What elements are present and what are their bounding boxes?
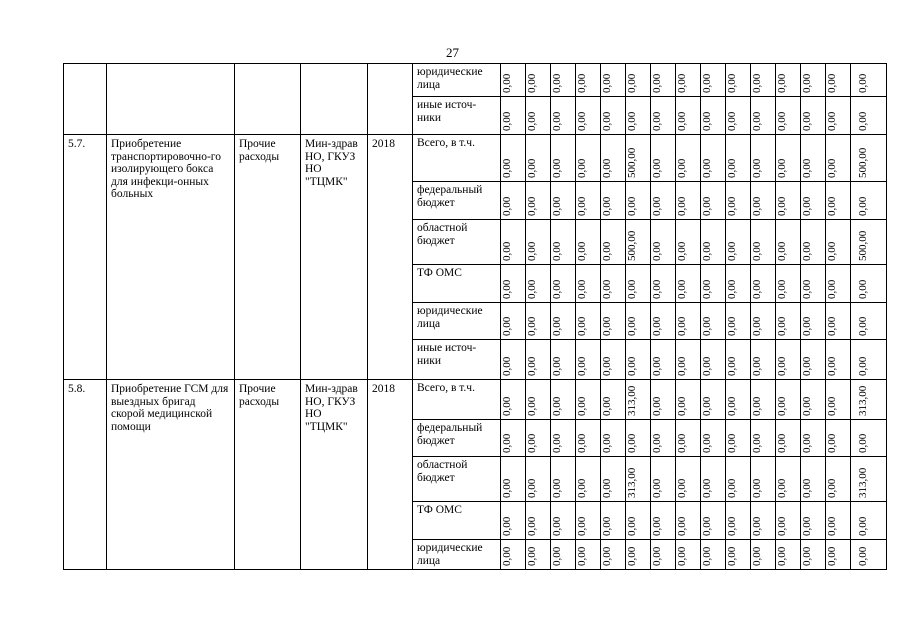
amount-cell: 0,00	[701, 457, 726, 502]
amount-cell: 0,00	[801, 265, 826, 303]
amount-cell: 0,00	[751, 340, 776, 380]
amount-cell: 0,00	[826, 420, 851, 457]
amount-cell: 0,00	[526, 380, 551, 420]
amount-cell: 0,00	[651, 457, 676, 502]
executor-cell: Мин-здрав НО, ГКУЗ НО "ТЦМК"	[301, 135, 368, 380]
amount-cell: 0,00	[501, 182, 526, 220]
amount-cell: 0,00	[701, 220, 726, 265]
amount-cell: 0,00	[576, 265, 601, 303]
amount-cell: 0,00	[701, 502, 726, 540]
amount-cell: 0,00	[776, 64, 801, 97]
amount-cell: 0,00	[626, 540, 651, 570]
amount-cell: 0,00	[551, 303, 576, 340]
amount-cell: 0,00	[801, 502, 826, 540]
amount-cell: 0,00	[676, 502, 701, 540]
amount-cell: 0,00	[826, 135, 851, 182]
amount-cell: 0,00	[776, 457, 801, 502]
amount-cell: 0,00	[576, 97, 601, 135]
amount-cell: 0,00	[776, 135, 801, 182]
item-name-cell: Приобретение ГСМ для выездных бригад скорой медицинской помощи	[107, 380, 235, 570]
amount-cell: 0,00	[676, 220, 701, 265]
amount-cell: 0,00	[826, 457, 851, 502]
amount-cell: 0,00	[626, 182, 651, 220]
amount-cell: 0,00	[501, 303, 526, 340]
amount-cell: 0,00	[701, 97, 726, 135]
amount-cell: 0,00	[826, 64, 851, 97]
item-number-cell: 5.7.	[64, 135, 107, 380]
amount-cell: 0,00	[851, 340, 887, 380]
amount-cell: 0,00	[576, 420, 601, 457]
funding-source-cell: Всего, в т.ч.	[413, 380, 501, 420]
amount-cell: 0,00	[751, 182, 776, 220]
amount-cell: 0,00	[801, 340, 826, 380]
expense-type-cell: Прочие расходы	[235, 135, 301, 380]
amount-cell: 0,00	[751, 303, 776, 340]
amount-cell: 0,00	[551, 220, 576, 265]
amount-cell: 0,00	[726, 135, 751, 182]
amount-cell: 0,00	[626, 340, 651, 380]
amount-cell: 0,00	[501, 135, 526, 182]
amount-cell: 0,00	[676, 457, 701, 502]
amount-cell: 0,00	[651, 97, 676, 135]
amount-cell: 0,00	[501, 265, 526, 303]
amount-cell: 0,00	[501, 64, 526, 97]
amount-cell: 0,00	[626, 64, 651, 97]
funding-source-cell: юридические лица	[413, 540, 501, 570]
amount-cell: 0,00	[576, 340, 601, 380]
funding-source-cell: областной бюджет	[413, 220, 501, 265]
amount-cell: 0,00	[626, 97, 651, 135]
amount-cell: 0,00	[726, 182, 751, 220]
amount-cell: 0,00	[751, 265, 776, 303]
amount-cell: 0,00	[626, 502, 651, 540]
amount-cell: 0,00	[551, 380, 576, 420]
amount-cell: 0,00	[801, 220, 826, 265]
amount-cell: 0,00	[601, 540, 626, 570]
amount-cell: 0,00	[701, 64, 726, 97]
amount-cell: 0,00	[701, 540, 726, 570]
amount-cell: 0,00	[776, 420, 801, 457]
amount-cell: 0,00	[626, 303, 651, 340]
amount-cell: 0,00	[551, 182, 576, 220]
amount-cell: 0,00	[551, 540, 576, 570]
amount-cell: 0,00	[776, 380, 801, 420]
funding-source-cell: федеральный бюджет	[413, 182, 501, 220]
amount-cell: 0,00	[851, 420, 887, 457]
amount-cell: 0,00	[676, 540, 701, 570]
amount-cell: 0,00	[826, 540, 851, 570]
amount-cell: 0,00	[851, 540, 887, 570]
amount-cell: 0,00	[526, 265, 551, 303]
amount-cell: 0,00	[776, 340, 801, 380]
amount-cell: 0,00	[826, 502, 851, 540]
amount-cell: 0,00	[726, 220, 751, 265]
amount-cell: 0,00	[526, 340, 551, 380]
amount-cell: 0,00	[776, 502, 801, 540]
amount-cell: 0,00	[676, 265, 701, 303]
amount-cell: 0,00	[526, 64, 551, 97]
amount-cell: 0,00	[701, 420, 726, 457]
amount-cell: 0,00	[751, 502, 776, 540]
funding-source-cell: Всего, в т.ч.	[413, 135, 501, 182]
amount-cell: 0,00	[551, 97, 576, 135]
amount-cell: 0,00	[576, 64, 601, 97]
amount-cell: 0,00	[501, 340, 526, 380]
amount-cell: 0,00	[601, 220, 626, 265]
table-body	[64, 64, 887, 570]
amount-cell: 0,00	[676, 420, 701, 457]
amount-cell: 0,00	[601, 502, 626, 540]
amount-cell: 0,00	[551, 135, 576, 182]
amount-cell: 0,00	[651, 380, 676, 420]
amount-cell: 0,00	[826, 220, 851, 265]
amount-cell: 0,00	[576, 303, 601, 340]
amount-cell: 313,00	[626, 380, 651, 420]
amount-cell: 0,00	[676, 380, 701, 420]
amount-cell: 0,00	[551, 502, 576, 540]
funding-source-cell: иные источ-ники	[413, 97, 501, 135]
amount-cell: 0,00	[701, 182, 726, 220]
funding-source-cell: ТФ ОМС	[413, 502, 501, 540]
amount-cell: 0,00	[601, 457, 626, 502]
amount-cell: 0,00	[601, 265, 626, 303]
year-cell: 2018	[368, 135, 413, 380]
amount-cell: 0,00	[851, 303, 887, 340]
amount-cell: 0,00	[526, 540, 551, 570]
amount-cell: 0,00	[726, 303, 751, 340]
amount-cell: 0,00	[776, 220, 801, 265]
amount-cell: 0,00	[576, 540, 601, 570]
amount-cell: 0,00	[501, 502, 526, 540]
amount-cell: 0,00	[601, 182, 626, 220]
amount-cell: 0,00	[801, 420, 826, 457]
amount-cell: 0,00	[801, 540, 826, 570]
amount-cell: 0,00	[526, 502, 551, 540]
amount-cell: 0,00	[651, 182, 676, 220]
amount-cell: 0,00	[801, 97, 826, 135]
amount-cell: 0,00	[526, 135, 551, 182]
page-number: 27	[446, 45, 459, 60]
amount-cell: 0,00	[651, 303, 676, 340]
amount-cell: 0,00	[601, 64, 626, 97]
amount-cell: 0,00	[726, 540, 751, 570]
amount-cell: 0,00	[726, 502, 751, 540]
amount-cell: 0,00	[576, 457, 601, 502]
amount-cell: 0,00	[726, 457, 751, 502]
amount-cell: 0,00	[701, 265, 726, 303]
year-cell: 2018	[368, 380, 413, 570]
amount-cell: 500,00	[626, 220, 651, 265]
expense-type-cell	[235, 64, 301, 135]
amount-cell: 0,00	[676, 97, 701, 135]
amount-cell: 0,00	[826, 97, 851, 135]
amount-cell: 0,00	[551, 64, 576, 97]
amount-cell: 0,00	[651, 64, 676, 97]
amount-cell: 0,00	[826, 380, 851, 420]
amount-cell: 0,00	[701, 303, 726, 340]
amount-cell: 0,00	[676, 340, 701, 380]
table-row	[64, 380, 887, 420]
executor-cell	[301, 64, 368, 135]
amount-cell: 0,00	[551, 420, 576, 457]
amount-cell: 0,00	[651, 135, 676, 182]
amount-cell: 0,00	[501, 420, 526, 457]
funding-source-cell: юридические лица	[413, 303, 501, 340]
item-name-cell: Приобретение транспортировочно-го изолирующего бокса для инфекци-онных больных	[107, 135, 235, 380]
amount-cell: 0,00	[651, 502, 676, 540]
amount-cell: 0,00	[501, 380, 526, 420]
amount-cell: 0,00	[651, 540, 676, 570]
amount-cell: 0,00	[701, 135, 726, 182]
amount-cell: 0,00	[526, 182, 551, 220]
amount-cell: 0,00	[576, 502, 601, 540]
amount-cell: 0,00	[601, 303, 626, 340]
amount-cell: 0,00	[751, 135, 776, 182]
amount-cell: 0,00	[576, 182, 601, 220]
amount-cell: 500,00	[851, 220, 887, 265]
amount-cell: 0,00	[601, 420, 626, 457]
executor-cell: Мин-здрав НО, ГКУЗ НО "ТЦМК"	[301, 380, 368, 570]
amount-cell: 0,00	[726, 97, 751, 135]
amount-cell: 0,00	[751, 220, 776, 265]
amount-cell: 0,00	[801, 457, 826, 502]
amount-cell: 0,00	[726, 340, 751, 380]
year-cell	[368, 64, 413, 135]
amount-cell: 0,00	[526, 97, 551, 135]
amount-cell: 0,00	[801, 303, 826, 340]
amount-cell: 0,00	[726, 64, 751, 97]
amount-cell: 0,00	[751, 64, 776, 97]
amount-cell: 0,00	[576, 135, 601, 182]
amount-cell: 0,00	[801, 64, 826, 97]
amount-cell: 500,00	[851, 135, 887, 182]
budget-table	[63, 63, 887, 570]
amount-cell: 0,00	[751, 540, 776, 570]
amount-cell: 0,00	[776, 97, 801, 135]
amount-cell: 0,00	[851, 97, 887, 135]
amount-cell: 0,00	[701, 340, 726, 380]
amount-cell: 0,00	[851, 502, 887, 540]
amount-cell: 0,00	[751, 420, 776, 457]
amount-cell: 0,00	[701, 380, 726, 420]
amount-cell: 0,00	[676, 303, 701, 340]
amount-cell: 0,00	[676, 182, 701, 220]
amount-cell: 0,00	[676, 135, 701, 182]
funding-source-cell: федеральный бюджет	[413, 420, 501, 457]
amount-cell: 0,00	[651, 420, 676, 457]
amount-cell: 0,00	[551, 457, 576, 502]
amount-cell: 0,00	[526, 220, 551, 265]
table-row	[64, 135, 887, 182]
item-number-cell	[64, 64, 107, 135]
amount-cell: 0,00	[651, 265, 676, 303]
amount-cell: 0,00	[801, 182, 826, 220]
amount-cell: 0,00	[626, 420, 651, 457]
amount-cell: 313,00	[851, 380, 887, 420]
amount-cell: 500,00	[626, 135, 651, 182]
amount-cell: 0,00	[851, 64, 887, 97]
table-row	[64, 64, 887, 97]
amount-cell: 0,00	[751, 97, 776, 135]
amount-cell: 0,00	[651, 220, 676, 265]
funding-source-cell: юридические лица	[413, 64, 501, 97]
amount-cell: 0,00	[501, 457, 526, 502]
amount-cell: 0,00	[676, 64, 701, 97]
amount-cell: 0,00	[801, 135, 826, 182]
amount-cell: 0,00	[576, 220, 601, 265]
amount-cell: 0,00	[776, 265, 801, 303]
amount-cell: 0,00	[851, 182, 887, 220]
amount-cell: 0,00	[576, 380, 601, 420]
amount-cell: 0,00	[851, 265, 887, 303]
amount-cell: 313,00	[851, 457, 887, 502]
funding-source-cell: областной бюджет	[413, 457, 501, 502]
amount-cell: 0,00	[726, 265, 751, 303]
amount-cell: 0,00	[601, 340, 626, 380]
amount-cell: 0,00	[526, 420, 551, 457]
amount-cell: 0,00	[776, 303, 801, 340]
amount-cell: 0,00	[501, 97, 526, 135]
item-name-cell	[107, 64, 235, 135]
amount-cell: 0,00	[526, 303, 551, 340]
amount-cell: 0,00	[601, 97, 626, 135]
amount-cell: 0,00	[751, 380, 776, 420]
item-number-cell: 5.8.	[64, 380, 107, 570]
amount-cell: 0,00	[826, 340, 851, 380]
amount-cell: 0,00	[501, 540, 526, 570]
amount-cell: 0,00	[726, 420, 751, 457]
amount-cell: 0,00	[826, 303, 851, 340]
funding-source-cell: иные источ-ники	[413, 340, 501, 380]
amount-cell: 0,00	[801, 380, 826, 420]
amount-cell: 0,00	[726, 380, 751, 420]
amount-cell: 0,00	[551, 265, 576, 303]
amount-cell: 0,00	[501, 220, 526, 265]
expense-type-cell: Прочие расходы	[235, 380, 301, 570]
amount-cell: 0,00	[551, 340, 576, 380]
amount-cell: 0,00	[601, 135, 626, 182]
amount-cell: 0,00	[826, 265, 851, 303]
amount-cell: 313,00	[626, 457, 651, 502]
amount-cell: 0,00	[776, 182, 801, 220]
amount-cell: 0,00	[776, 540, 801, 570]
amount-cell: 0,00	[826, 182, 851, 220]
amount-cell: 0,00	[751, 457, 776, 502]
amount-cell: 0,00	[651, 340, 676, 380]
amount-cell: 0,00	[626, 265, 651, 303]
funding-source-cell: ТФ ОМС	[413, 265, 501, 303]
amount-cell: 0,00	[526, 457, 551, 502]
amount-cell: 0,00	[601, 380, 626, 420]
